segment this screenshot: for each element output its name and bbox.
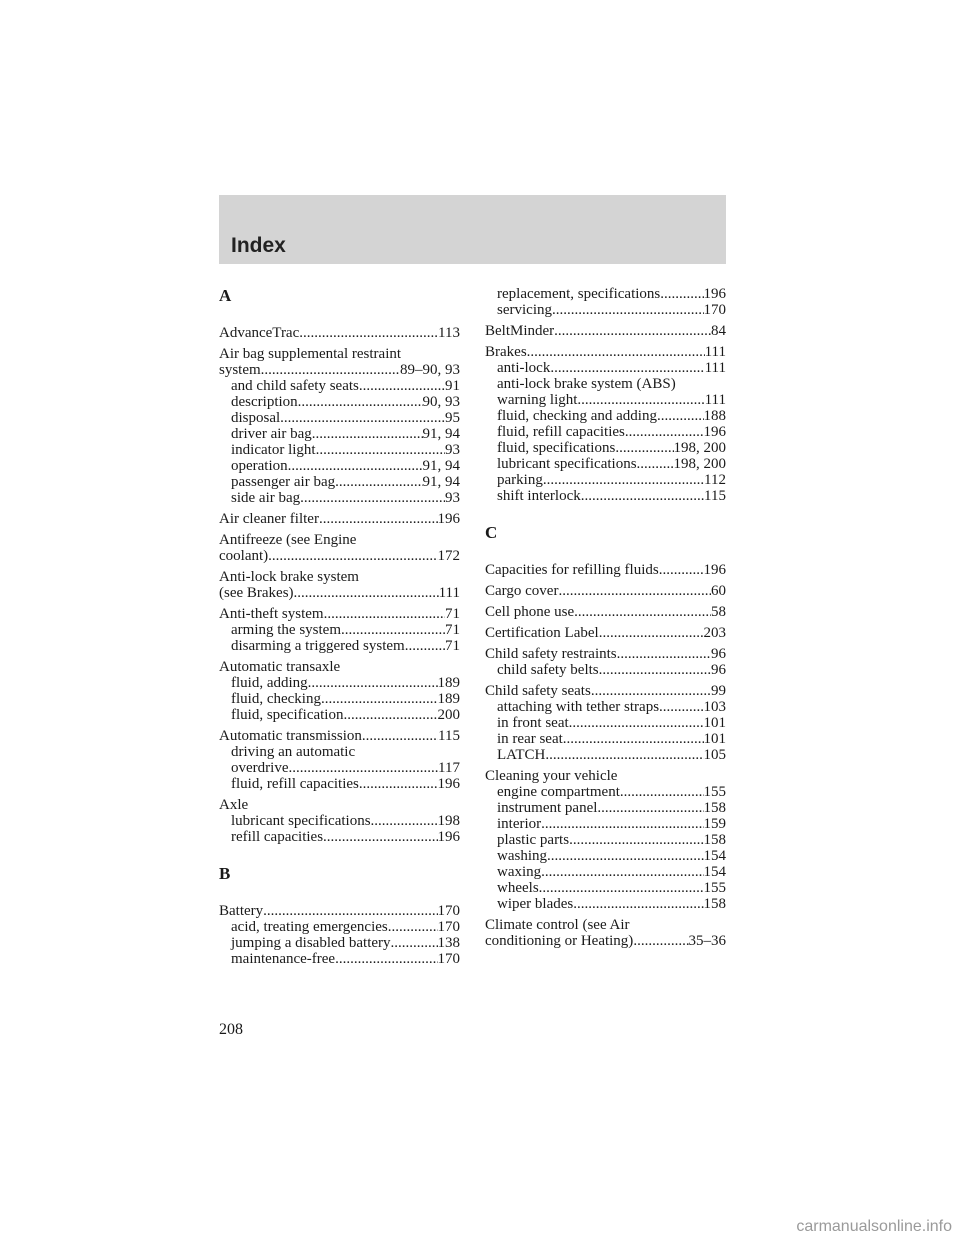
index-entry: [219, 728, 460, 792]
dot-leader: [335, 474, 422, 490]
entry-page-ref: 84: [711, 323, 726, 339]
entry-page-ref: 111: [704, 392, 726, 408]
entry-page-ref: 158: [703, 896, 726, 912]
dot-leader: [657, 408, 704, 424]
index-subentry: [219, 951, 460, 967]
dot-leader: [312, 426, 423, 442]
index-subentry: [485, 408, 726, 424]
dot-leader: [599, 625, 704, 641]
index-entry: [219, 511, 460, 527]
dot-leader: [547, 848, 704, 864]
index-subentry: [485, 662, 726, 678]
index-entry: [219, 659, 460, 723]
dot-leader: [316, 442, 445, 458]
watermark: carmanualsonline.info: [796, 1218, 952, 1235]
index-subentry: [485, 832, 726, 848]
entry-page-ref: 117: [438, 760, 460, 776]
entry-page-ref: 189: [437, 675, 460, 691]
entry-page-ref: 91, 94: [422, 458, 460, 474]
entry-page-ref: 71: [445, 638, 460, 654]
entry-text: wheels: [497, 880, 539, 896]
dot-leader: [577, 392, 704, 408]
entry-text: anti-lock: [497, 360, 551, 376]
entry-text: wiper blades: [497, 896, 574, 912]
dot-leader: [405, 638, 445, 654]
entry-text: overdrive: [231, 760, 289, 776]
index-entry-line: [485, 604, 726, 620]
entry-page-ref: 196: [703, 424, 726, 440]
entry-text: fluid, refill capacities: [231, 776, 359, 792]
index-subentry: [219, 474, 460, 490]
index-entry: [219, 346, 460, 506]
entry-text: fluid, adding: [231, 675, 308, 691]
dot-leader: [659, 699, 703, 715]
entry-text: Air cleaner filter: [219, 511, 319, 527]
index-entry-line: [485, 768, 726, 784]
index-subentry: [219, 829, 460, 845]
entry-text: warning light: [497, 392, 578, 408]
dot-leader: [527, 344, 705, 360]
index-entry: [485, 604, 726, 620]
index-entry-line: [219, 606, 460, 622]
entry-page-ref: 158: [703, 800, 726, 816]
entry-text: fluid, specification: [231, 707, 344, 723]
entry-text: Cargo cover: [485, 583, 559, 599]
entry-text: Axle: [219, 797, 249, 813]
entry-page-ref: 170: [437, 951, 460, 967]
entry-page-ref: 101: [703, 731, 726, 747]
entry-page-ref: 196: [437, 511, 460, 527]
dot-leader: [288, 458, 423, 474]
index-entry: [485, 646, 726, 678]
index-entry: [485, 625, 726, 641]
entry-page-ref: 159: [703, 816, 726, 832]
index-subentry: [485, 376, 726, 392]
dot-leader: [633, 933, 688, 949]
entry-text: waxing: [497, 864, 542, 880]
dot-leader: [625, 424, 704, 440]
index-entry-line: [485, 646, 726, 662]
dot-leader: [545, 747, 703, 763]
entry-page-ref: 103: [703, 699, 726, 715]
index-entry-line: [485, 683, 726, 699]
dot-leader: [591, 683, 711, 699]
entry-text: driving an automatic: [231, 744, 356, 760]
entry-page-ref: 158: [703, 832, 726, 848]
entry-page-ref: 155: [703, 880, 726, 896]
entry-text: disarming a triggered system: [231, 638, 405, 654]
index-subentry: [219, 638, 460, 654]
entry-page-ref: 89–90, 93: [400, 362, 460, 378]
entry-text: coolant): [219, 548, 269, 564]
dot-leader: [573, 896, 703, 912]
index-entry: [485, 917, 726, 949]
index-subentry: [219, 378, 460, 394]
entry-text: replacement, specifications: [497, 286, 661, 302]
entry-text: Capacities for refilling fluids: [485, 562, 659, 578]
index-entry-line: [485, 625, 726, 641]
entry-text: acid, treating emergencies: [231, 919, 388, 935]
entry-page-ref: 198, 200: [673, 440, 726, 456]
index-subentry: [219, 675, 460, 691]
entry-text: Child safety restraints: [485, 646, 617, 662]
index-subentry: [485, 800, 726, 816]
index-subentry: [219, 442, 460, 458]
index-entry-line: [219, 532, 460, 548]
index-entry: [485, 683, 726, 763]
index-entry-line: [219, 569, 460, 585]
entry-page-ref: 196: [703, 562, 726, 578]
entry-page-ref: 95: [445, 410, 460, 426]
index-subentry: [485, 816, 726, 832]
dot-leader: [294, 585, 439, 601]
entry-page-ref: 93: [445, 442, 460, 458]
entry-page-ref: 111: [704, 360, 726, 376]
dot-leader: [617, 646, 711, 662]
entry-text: plastic parts: [497, 832, 570, 848]
entry-text: (see Brakes): [219, 585, 294, 601]
entry-text: engine compartment: [497, 784, 620, 800]
dot-leader: [323, 829, 437, 845]
entry-text: in front seat: [497, 715, 569, 731]
index-subentry: [485, 440, 726, 456]
dot-leader: [569, 832, 703, 848]
index-entry-line: [485, 933, 726, 949]
index-subentry: [485, 699, 726, 715]
entry-text: refill capacities: [231, 829, 324, 845]
dot-leader: [280, 410, 445, 426]
entry-text: in rear seat: [497, 731, 563, 747]
index-subentry: [219, 813, 460, 829]
dot-leader: [574, 604, 711, 620]
entry-page-ref: 196: [437, 829, 460, 845]
entry-page-ref: 170: [437, 903, 460, 919]
entry-page-ref: 198, 200: [673, 456, 726, 472]
entry-page-ref: 35–36: [688, 933, 726, 949]
dot-leader: [308, 675, 438, 691]
index-subentry: [485, 424, 726, 440]
index-entry-line: [219, 511, 460, 527]
entry-text: Child safety seats: [485, 683, 591, 699]
index-subentry: [485, 715, 726, 731]
page-number: 208: [219, 1021, 243, 1038]
entry-text: operation: [231, 458, 288, 474]
entry-text: fluid, checking: [231, 691, 321, 707]
index-subentry: [219, 622, 460, 638]
dot-leader: [359, 378, 445, 394]
index-subentry: [219, 935, 460, 951]
index-subentry: [485, 472, 726, 488]
index-entry: [219, 325, 460, 341]
index-entry: [485, 583, 726, 599]
entry-page-ref: 111: [704, 344, 726, 360]
entry-page-ref: 105: [703, 747, 726, 763]
entry-page-ref: 112: [704, 472, 726, 488]
dot-leader: [391, 935, 438, 951]
section-spacer: [485, 509, 726, 523]
index-entry-line: [485, 583, 726, 599]
entry-text: child safety belts: [497, 662, 599, 678]
index-entry-line: [219, 362, 460, 378]
dot-leader: [581, 488, 704, 504]
entry-text: AdvanceTrac: [219, 325, 300, 341]
index-entry: [219, 606, 460, 654]
entry-text: Cell phone use: [485, 604, 575, 620]
dot-leader: [563, 731, 704, 747]
dot-leader: [539, 880, 704, 896]
dot-leader: [319, 511, 438, 527]
index-entry: [219, 797, 460, 845]
index-subentry: [219, 394, 460, 410]
index-subentry: [219, 776, 460, 792]
entry-page-ref: 189: [437, 691, 460, 707]
dot-leader: [263, 903, 437, 919]
index-entry: [485, 562, 726, 578]
index-entry: [485, 344, 726, 504]
dot-leader: [341, 622, 445, 638]
index-subentry: [219, 458, 460, 474]
entry-text: instrument panel: [497, 800, 598, 816]
header-band: [219, 195, 726, 264]
dot-leader: [615, 440, 673, 456]
entry-text: Anti-theft system: [219, 606, 324, 622]
entry-text: Brakes: [485, 344, 527, 360]
index-subentry: [485, 864, 726, 880]
index-entry: [485, 768, 726, 912]
dot-leader: [388, 919, 438, 935]
index-subentry: [485, 747, 726, 763]
index-entry-line: [219, 659, 460, 675]
index-entry: [485, 286, 726, 318]
index-entry-line: [485, 917, 726, 933]
dot-leader: [637, 456, 674, 472]
entry-page-ref: 99: [711, 683, 726, 699]
entry-page-ref: 71: [445, 622, 460, 638]
entry-text: Cleaning your vehicle: [485, 768, 618, 784]
dot-leader: [552, 302, 704, 318]
entry-page-ref: 203: [703, 625, 726, 641]
entry-page-ref: 196: [437, 776, 460, 792]
entry-text: anti-lock brake system (ABS): [497, 376, 676, 392]
entry-text: parking: [497, 472, 543, 488]
entry-page-ref: 91: [445, 378, 460, 394]
entry-text: and child safety seats: [231, 378, 359, 394]
entry-page-ref: 115: [438, 728, 460, 744]
dot-leader: [541, 864, 703, 880]
entry-text: Battery: [219, 903, 264, 919]
dot-leader: [543, 472, 704, 488]
entry-text: system: [219, 362, 261, 378]
entry-page-ref: 60: [711, 583, 726, 599]
index-entry-line: [219, 346, 460, 362]
index-entry-line: [219, 548, 460, 564]
index-subentry: [485, 880, 726, 896]
entry-page-ref: 196: [703, 286, 726, 302]
entry-page-ref: 96: [711, 646, 726, 662]
dot-leader: [541, 816, 703, 832]
entry-page-ref: 113: [438, 325, 460, 341]
index-subentry: [219, 426, 460, 442]
entry-text: conditioning or Heating): [485, 933, 634, 949]
entry-page-ref: 154: [703, 848, 726, 864]
section-letter: C: [485, 523, 498, 542]
entry-text: side air bag: [231, 490, 301, 506]
entry-text: Antifreeze (see Engine: [219, 532, 357, 548]
index-subentry: [485, 488, 726, 504]
entry-page-ref: 58: [711, 604, 726, 620]
entry-text: description: [231, 394, 298, 410]
entry-page-ref: 155: [703, 784, 726, 800]
dot-leader: [321, 691, 438, 707]
entry-page-ref: 96: [711, 662, 726, 678]
entry-page-ref: 198: [437, 813, 460, 829]
entry-text: maintenance-free: [231, 951, 336, 967]
entry-page-ref: 101: [703, 715, 726, 731]
entry-text: Anti-lock brake system: [219, 569, 359, 585]
dot-leader: [371, 813, 438, 829]
index-entry-line: [219, 903, 460, 919]
entry-page-ref: 138: [437, 935, 460, 951]
entry-page-ref: 111: [438, 585, 460, 601]
dot-leader: [550, 360, 704, 376]
entry-text: passenger air bag: [231, 474, 336, 490]
dot-leader: [359, 776, 438, 792]
index-entry-line: [485, 323, 726, 339]
index-subentry: [219, 744, 460, 760]
index-subentry: [485, 456, 726, 472]
entry-page-ref: 93: [445, 490, 460, 506]
index-subentry: [485, 731, 726, 747]
index-subentry: [219, 410, 460, 426]
index-subentry: [485, 286, 726, 302]
dot-leader: [288, 760, 438, 776]
dot-leader: [660, 286, 703, 302]
dot-leader: [554, 323, 711, 339]
entry-text: shift interlock: [497, 488, 581, 504]
index-entry-line: [219, 728, 460, 744]
section-letter: B: [219, 864, 231, 883]
dot-leader: [569, 715, 704, 731]
dot-leader: [324, 606, 445, 622]
entry-text: Automatic transmission: [219, 728, 362, 744]
dot-leader: [299, 325, 438, 341]
index-column-right: [485, 286, 726, 954]
index-subentry: [485, 302, 726, 318]
dot-leader: [558, 583, 711, 599]
index-entry-line: [219, 325, 460, 341]
dot-leader: [261, 362, 400, 378]
index-entry-line: [485, 344, 726, 360]
index-subentry: [219, 691, 460, 707]
dot-leader: [597, 800, 703, 816]
entry-text: fluid, specifications: [497, 440, 616, 456]
index-subentry: [219, 707, 460, 723]
index-entry-line: [485, 562, 726, 578]
index-subentry: [485, 848, 726, 864]
dot-leader: [599, 662, 711, 678]
index-subentry: [219, 919, 460, 935]
index-subentry: [219, 490, 460, 506]
entry-text: driver air bag: [231, 426, 312, 442]
index-column-left: [219, 286, 460, 972]
dot-leader: [343, 707, 437, 723]
entry-page-ref: 200: [437, 707, 460, 723]
index-entry-line: [219, 797, 460, 813]
index-subentry: [485, 392, 726, 408]
dot-leader: [300, 490, 445, 506]
entry-text: LATCH: [497, 747, 546, 763]
entry-page-ref: 154: [703, 864, 726, 880]
page-title: Index: [231, 234, 286, 257]
dot-leader: [362, 728, 438, 744]
entry-text: disposal: [231, 410, 281, 426]
entry-text: fluid, refill capacities: [497, 424, 625, 440]
index-subentry: [485, 360, 726, 376]
entry-text: fluid, checking and adding: [497, 408, 657, 424]
section-letter: A: [219, 286, 232, 305]
index-subentry: [485, 896, 726, 912]
entry-page-ref: 172: [437, 548, 460, 564]
entry-page-ref: 91, 94: [422, 426, 460, 442]
dot-leader: [335, 951, 437, 967]
entry-text: Certification Label: [485, 625, 599, 641]
entry-text: Air bag supplemental restraint: [219, 346, 402, 362]
entry-text: lubricant specifications: [231, 813, 371, 829]
entry-text: lubricant specifications: [497, 456, 637, 472]
entry-page-ref: 71: [445, 606, 460, 622]
entry-text: Automatic transaxle: [219, 659, 341, 675]
entry-page-ref: 170: [703, 302, 726, 318]
index-entry-line: [219, 585, 460, 601]
entry-text: washing: [497, 848, 547, 864]
entry-page-ref: 188: [703, 408, 726, 424]
dot-leader: [298, 394, 423, 410]
dot-leader: [268, 548, 437, 564]
entry-text: indicator light: [231, 442, 316, 458]
index-subentry: [485, 784, 726, 800]
index-entry: [485, 323, 726, 339]
entry-text: interior: [497, 816, 542, 832]
index-entry: [219, 569, 460, 601]
entry-text: arming the system: [231, 622, 341, 638]
entry-text: Climate control (see Air: [485, 917, 630, 933]
entry-page-ref: 91, 94: [422, 474, 460, 490]
dot-leader: [659, 562, 704, 578]
entry-text: servicing: [497, 302, 552, 318]
index-subentry: [219, 760, 460, 776]
entry-text: jumping a disabled battery: [231, 935, 391, 951]
entry-page-ref: 170: [437, 919, 460, 935]
entry-page-ref: 115: [704, 488, 726, 504]
entry-text: BeltMinder: [485, 323, 555, 339]
index-entry: [219, 532, 460, 564]
entry-page-ref: 90, 93: [422, 394, 460, 410]
dot-leader: [620, 784, 704, 800]
index-entry: [219, 903, 460, 967]
section-spacer: [219, 850, 460, 864]
entry-text: attaching with tether straps: [497, 699, 660, 715]
